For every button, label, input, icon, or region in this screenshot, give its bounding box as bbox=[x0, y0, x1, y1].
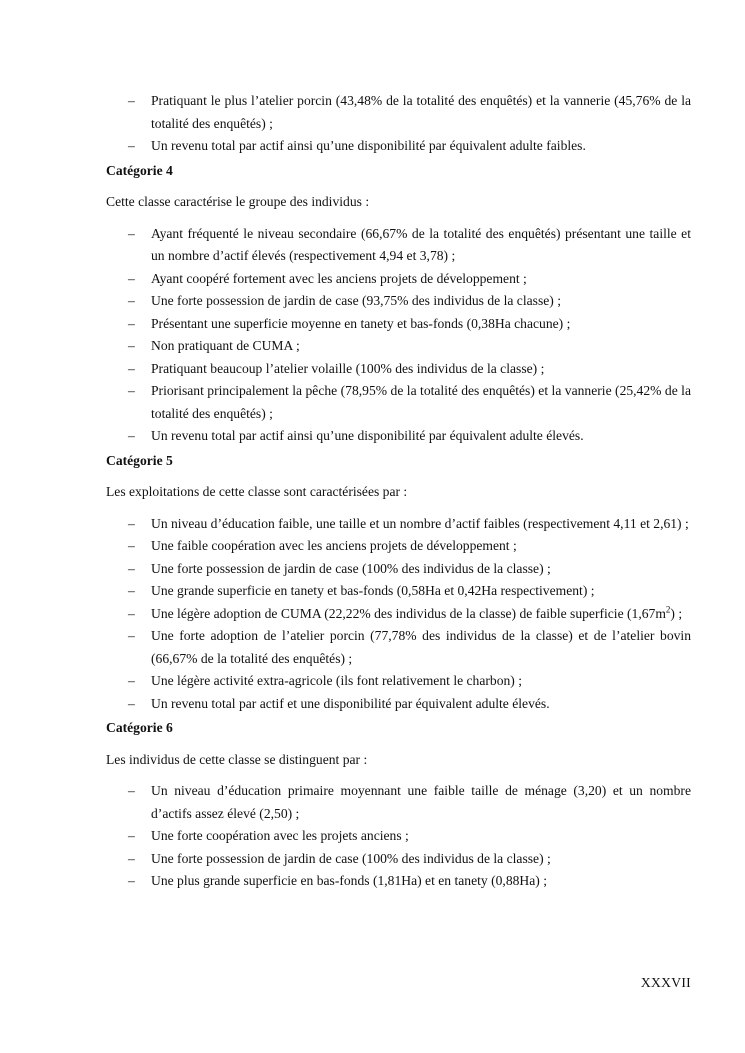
dash-marker: – bbox=[128, 225, 135, 241]
heading-categorie-5: Catégorie 5 bbox=[106, 452, 173, 468]
bullet-list-cat3-continued bbox=[106, 90, 691, 158]
list-item: – Un revenu total par actif ainsi qu’une disponibilité par équivalent adulte élevés. bbox=[106, 425, 691, 448]
dash-marker: – bbox=[128, 428, 135, 443]
list-item: – Un niveau d’éducation faible, une taille et un nombre d’actif faibles (respectivement 4,11 et 2,61) ; bbox=[106, 513, 691, 536]
dash-marker: – bbox=[128, 873, 135, 888]
list-item: – Une forte possession de jardin de case (100% des individus de la classe) ; bbox=[106, 558, 691, 581]
list-item: – Une grande superficie en tanety et bas-fonds (0,58Ha et 0,42Ha respectivement) ; bbox=[106, 580, 691, 603]
list-item: – Un revenu total par actif ainsi qu’une disponibilité par équivalent adulte faibles. bbox=[106, 135, 691, 158]
dash-marker: – bbox=[128, 383, 135, 398]
list-item: – Une forte possession de jardin de case (100% des individus de la classe) ; bbox=[106, 848, 691, 871]
dash-marker: – bbox=[128, 850, 135, 866]
heading-categorie-6: Catégorie 6 bbox=[106, 720, 173, 735]
superscript: 2 bbox=[665, 603, 671, 614]
dash-marker: – bbox=[128, 293, 135, 308]
heading-categorie-4: Catégorie 4 bbox=[106, 162, 173, 178]
list-item: – Un niveau d’éducation primaire moyennant une faible taille de ménage (3,20) et un nombre d’actifs assez élevé (2,50) ; bbox=[106, 780, 691, 825]
list-item: – Une forte coopération avec les projets anciens ; bbox=[106, 825, 691, 848]
list-item: – Une forte possession de jardin de case (93,75% des individus de la classe) ; bbox=[106, 290, 691, 313]
list-item: – Une plus grande superficie en bas-fonds (1,81Ha) et en tanety (0,88Ha) ; bbox=[106, 870, 691, 893]
dash-marker: – bbox=[128, 270, 135, 286]
document-content bbox=[106, 90, 691, 893]
list-item: – Ayant fréquenté le niveau secondaire (66,67% de la totalité des enquêtés) présentant une taille et un nombre d’actif élevés (respectivement 4,94 et 3,78) ; bbox=[106, 223, 691, 268]
dash-marker: – bbox=[128, 515, 135, 531]
intro-categorie-5: Les exploitations de cette classe sont caractérisées par : bbox=[106, 484, 408, 499]
dash-marker: – bbox=[128, 93, 135, 108]
intro-categorie-4: Cette classe caractérise le groupe des individus : bbox=[106, 194, 370, 209]
dash-marker: – bbox=[128, 673, 135, 688]
list-item: – Une légère activité extra-agricole (ils font relativement le charbon) ; bbox=[106, 670, 691, 693]
dash-marker: – bbox=[128, 605, 135, 621]
list-item: – Une légère adoption de CUMA (22,22% des individus de la classe) de faible superficie $(1,67m^2)$ ; bbox=[106, 603, 691, 626]
list-item: – Une faible coopération avec les anciens projets de développement ; bbox=[106, 535, 691, 558]
dash-marker: – bbox=[128, 828, 135, 843]
bullet-list-cat5 bbox=[106, 513, 691, 716]
list-item: – Pratiquant beaucoup l’atelier volaille (100% des individus de la classe) ; bbox=[106, 358, 691, 381]
dash-marker: – bbox=[128, 583, 135, 598]
list-item: – Un revenu total par actif et une disponibilité par équivalent adulte élevés. bbox=[106, 693, 691, 716]
list-item: – Pratiquant le plus l’atelier porcin (43,48% de la totalité des enquêtés) et la vannerie (45,76% de la totalité des enquêtés) ; bbox=[106, 90, 691, 135]
intro-categorie-6: Les individus de cette classe se distinguent par : bbox=[106, 751, 368, 767]
bullet-list-cat4 bbox=[106, 223, 691, 448]
dash-marker: – bbox=[128, 695, 135, 711]
page-number: XXXVII bbox=[640, 975, 691, 990]
dash-marker: – bbox=[128, 538, 135, 553]
list-item: – Présentant une superficie moyenne en tanety et bas-fonds (0,38Ha chacune) ; bbox=[106, 313, 691, 336]
dash-marker: – bbox=[128, 360, 135, 376]
dash-marker: – bbox=[128, 783, 135, 798]
dash-marker: – bbox=[128, 338, 135, 353]
bullet-list-cat6 bbox=[106, 780, 691, 893]
list-item: – Priorisant principalement la pêche (78,95% de la totalité des enquêtés) et la vannerie (25,42% de la totalité des enquêtés) ; bbox=[106, 380, 691, 425]
list-item: – Non pratiquant de CUMA ; bbox=[106, 335, 691, 358]
dash-marker: – bbox=[128, 315, 135, 331]
list-item: – Une forte adoption de l’atelier porcin (77,78% des individus de la classe) et de l’atelier bovin (66,67% de la totalité des enquêtés) ; bbox=[106, 625, 691, 670]
dash-marker: – bbox=[128, 628, 135, 643]
dash-marker: – bbox=[128, 560, 135, 576]
list-item: – Ayant coopéré fortement avec les anciens projets de développement ; bbox=[106, 268, 691, 291]
dash-marker: – bbox=[128, 138, 135, 153]
